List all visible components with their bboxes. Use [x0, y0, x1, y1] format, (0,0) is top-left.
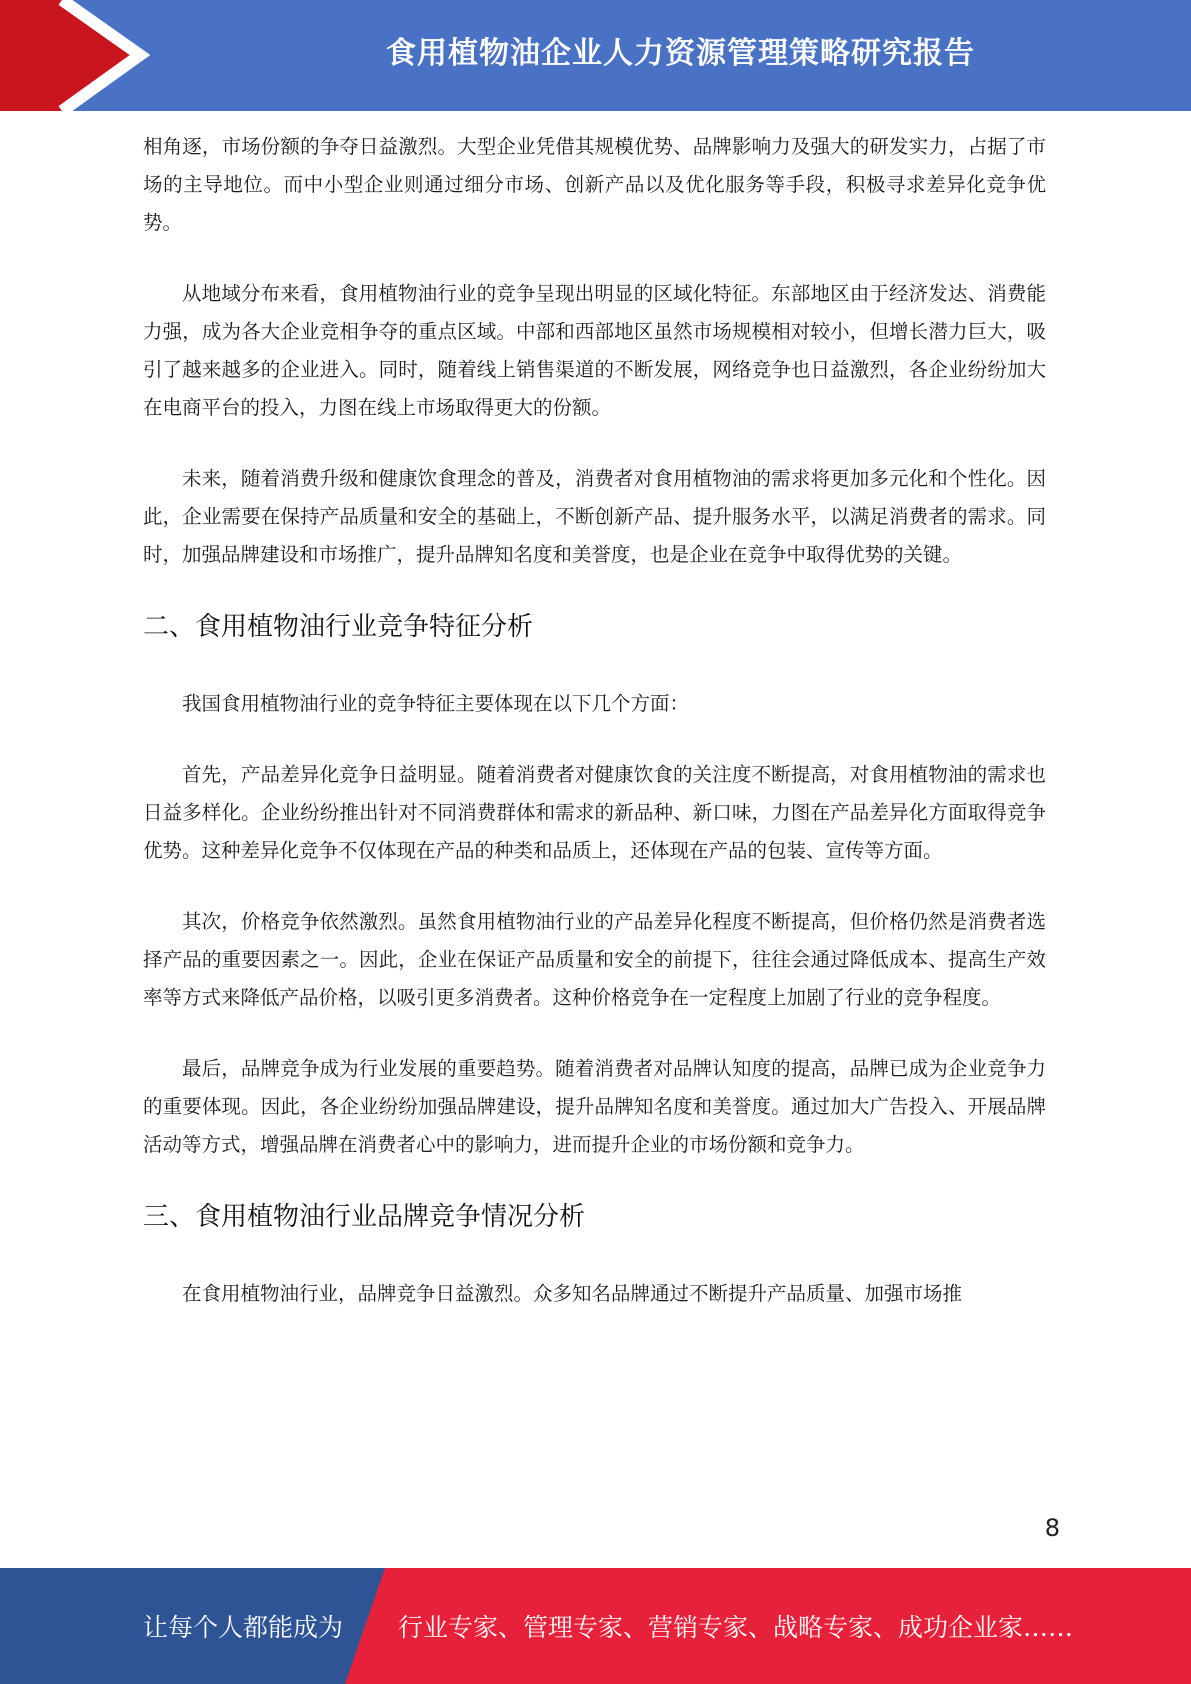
paragraph: 我国食用植物油行业的竞争特征主要体现在以下几个方面： — [182, 692, 690, 715]
paragraph: 在食用植物油行业，品牌竞争日益激烈。众多知名品牌通过不断提升产品质量、加强市场推 — [182, 1282, 963, 1305]
paragraph: 从地域分布来看，食用植物油行业的竞争呈现出明显的区域化特征。东部地区由于经济发达、消费能力强，成为各大企业竞相争夺的重点区域。中部和西部地区虽然市场规模相对较小，但增长潜力巨大，吸引了越来越多的企业进入。同时，随着线上销售渠道的不断发展，网络竞争也日益激烈，各企业纷纷加大在电商平台的投入，力图在线上市场取得更大的份额。 — [143, 282, 1046, 419]
paragraph: 未来，随着消费升级和健康饮食理念的普及，消费者对食用植物油的需求将更加多元化和个性化。因此，企业需要在保持产品质量和安全的基础上，不断创新产品、提升服务水平，以满足消费者的需求。同时，加强品牌建设和市场推广，提升品牌知名度和美誉度，也是企业在竞争中取得优势的关键。 — [143, 467, 1046, 566]
paragraph: 最后，品牌竞争成为行业发展的重要趋势。随着消费者对品牌认知度的提高，品牌已成为企业竞争力的重要体现。因此，各企业纷纷加强品牌建设，提升品牌知名度和美誉度。通过加大广告投入、开展品牌活动等方式，增强品牌在消费者心中的影响力，进而提升企业的市场份额和竞争力。 — [143, 1057, 1046, 1156]
page-header — [0, 0, 1191, 111]
paragraph: 相角逐，市场份额的争夺日益激烈。大型企业凭借其规模优势、品牌影响力及强大的研发实力，占据了市场的主导地位。而中小型企业则通过细分市场、创新产品以及优化服务等手段，积极寻求差异化竞争优势。 — [143, 135, 1046, 234]
page-content — [143, 128, 1046, 1346]
page-number: 8 — [1044, 1514, 1060, 1542]
header-red-chevron — [0, 0, 140, 111]
page-footer — [0, 1568, 1191, 1684]
section-heading: 三、食用植物油行业品牌竞争情况分析 — [143, 1202, 586, 1232]
footer-slogan-right: 行业专家、管理专家、营销专家、战略专家、成功企业家…… — [398, 1613, 1074, 1642]
section-heading: 二、食用植物油行业竞争特征分析 — [143, 612, 534, 642]
paragraph: 首先，产品差异化竞争日益明显。随着消费者对健康饮食的关注度不断提高，对食用植物油的需求也日益多样化。企业纷纷推出针对不同消费群体和需求的新品种、新口味，力图在产品差异化方面取得竞争优势。这种差异化竞争不仅体现在产品的种类和品质上，还体现在产品的包装、宣传等方面。 — [143, 763, 1046, 862]
footer-slogan-left: 让每个人都能成为 — [143, 1613, 344, 1642]
report-title: 食用植物油企业人力资源管理策略研究报告 — [386, 36, 975, 71]
paragraph: 其次，价格竞争依然激烈。虽然食用植物油行业的产品差异化程度不断提高，但价格仍然是消费者选择产品的重要因素之一。因此，企业在保证产品质量和安全的前提下，往往会通过降低成本、提高生产效率等方式来降低产品价格，以吸引更多消费者。这种价格竞争在一定程度上加剧了行业的竞争程度。 — [143, 910, 1046, 1009]
